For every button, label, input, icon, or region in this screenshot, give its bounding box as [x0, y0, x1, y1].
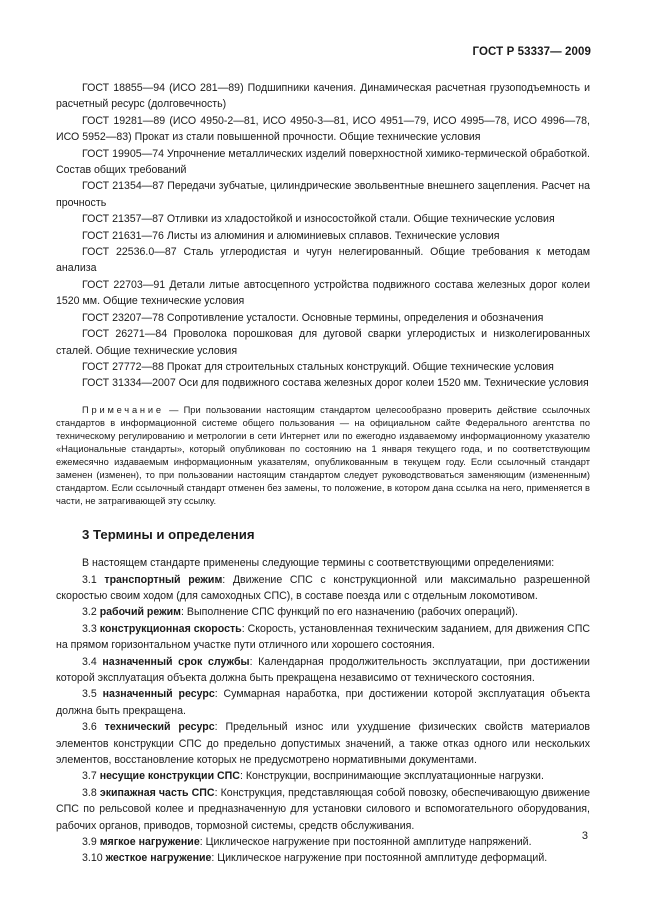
term-name: мягкое нагружение	[99, 836, 200, 849]
reference-item: ГОСТ 22536.0—87 Сталь углеродистая и чугун нелегированный. Общие требования к методам анализа	[56, 246, 590, 275]
term-text: : Выполнение СПС функций по его назначению (рабочих операций).	[181, 606, 518, 619]
reference-item: ГОСТ 19905—74 Упрочнение металлических изделий поверхностной химико-термической обработкой. Состав общих требований	[56, 147, 590, 177]
term-text: : Конструкция, представляющая собой повозку, обеспечивающую движение СПС по рельсовой колее и предназначенную для установки силового и вспомогательного оборудования, рабочих органов, приводов, тормозной системы, средств обслуживания.	[56, 786, 591, 832]
reference-item: ГОСТ 27772—88 Прокат для строительных стальных конструкций. Общие технические условия	[82, 360, 554, 373]
term-name: рабочий режим	[99, 606, 182, 619]
reference-item: ГОСТ 18855—94 (ИСО 281—89) Подшипники качения. Динамическая расчетная грузоподъемность и расчетный ресурс (долговечность)	[56, 82, 590, 111]
term-name: конструкционная скорость	[99, 622, 242, 635]
term-text: : Суммарная наработка, при достижении которой эксплуатация объекта должна быть прекращена.	[56, 688, 591, 717]
term-definition	[56, 768, 590, 784]
reference-item: ГОСТ 19281—89 (ИСО 4950-2—81, ИСО 4950-3—81, ИСО 4951—79, ИСО 4995—78, ИСО 4996—78, ИСО 5952—83) Прокат из стали повышенной прочности. Общие технические условия	[56, 114, 590, 144]
term-name: несущие конструкции СПС	[99, 770, 240, 783]
term-text: : Конструкции, воспринимающие эксплуатационные нагрузки.	[239, 770, 544, 783]
term-number: 3.5	[82, 688, 97, 701]
term-number: 3.9	[82, 836, 97, 849]
reference-item: ГОСТ 26271—84 Проволока порошковая для дуговой сварки углеродистых и низколегированных сталей. Общие технические условия	[56, 328, 590, 357]
document-header: ГОСТ Р 53337— 2009	[472, 46, 591, 58]
term-text: : Циклическое нагружение при постоянной амплитуде напряжений.	[199, 836, 532, 849]
term-definition	[56, 850, 590, 866]
term-definition	[56, 604, 590, 620]
reference-item: ГОСТ 21631—76 Листы из алюминия и алюминиевых сплавов. Технические условия	[82, 229, 500, 242]
term-name: жесткое нагружение	[105, 852, 212, 865]
term-text: : Движение СПС с конструкционной или максимально разрешенной скоростью своим ходом (для самоходных СПС), в составе поезда или с отдельным локомотивом.	[56, 573, 590, 602]
term-text: : Предельный износ или ухудшение физических свойств материалов элементов конструкции СПС до предельно допустимых значений, а также отказ одного или нескольких элементов, восстановление которых не предусмотрено нормативными документами.	[56, 721, 591, 766]
term-text: : Календарная продолжительность эксплуатации, при достижении которой эксплуатация объекта должна быть прекращена независимо от технического состояния.	[56, 655, 590, 684]
page-number: 3	[581, 830, 588, 842]
term-number: 3.4	[82, 655, 97, 668]
term-definition	[56, 686, 590, 719]
reference-item: ГОСТ 31334—2007 Оси для подвижного состава железных дорог колеи 1520 мм. Технические условия	[82, 377, 589, 390]
term-number: 3.7	[82, 770, 97, 783]
term-definition	[56, 621, 590, 654]
term-number: 3.1	[82, 573, 97, 586]
term-text: : Циклическое нагружение при постоянной амплитуде деформаций.	[211, 852, 548, 865]
term-number: 3.10	[82, 852, 103, 865]
note-paragraph	[56, 404, 590, 508]
term-text: : Скорость, установленная техническим заданием, для движения СПС на прямом горизонтальном участке пути отличного или хорошего состояния.	[56, 622, 590, 652]
reference-item: ГОСТ 23207—78 Сопротивление усталости. Основные термины, определения и обозначения	[82, 311, 544, 324]
reference-item: ГОСТ 21354—87 Передачи зубчатые, цилиндрические эвольвентные внешнего зацепления. Расчет на прочность	[56, 180, 590, 209]
term-definition	[56, 834, 590, 850]
term-number: 3.8	[82, 786, 97, 799]
note-label: Примечание	[82, 404, 164, 415]
references-list	[56, 80, 590, 392]
term-number: 3.6	[82, 721, 97, 734]
term-definition	[56, 572, 590, 605]
term-name: назначенный ресурс	[102, 688, 215, 701]
section-title: 3 Термины и определения	[82, 526, 255, 542]
term-number: 3.2	[82, 606, 97, 619]
note-text: — При пользовании настоящим стандартом целесообразно проверить действие ссылочных стандартов в информационной системе общего пользования — на официальном сайте Федерального агентства по техническому регулированию и метрологии в сети Интернет или по ежегодно издаваемому информационному указателю «Национальные стандарты», который опубликован по состоянию на 1 января текущего года, и по соответствующим ежемесячно издаваемым информационным указателям, опубликованным в текущем году. Если ссылочный стандарт заменен (изменен), то при пользовании настоящим стандартом следует руководствоваться заменяющим (измененным) стандартом. Если ссылочный стандарт отменен без замены, то положение, в котором дана ссылка на него, применяется в части, не затрагивающей эту ссылку.	[56, 404, 590, 506]
term-definition	[56, 719, 590, 768]
term-name: транспортный режим	[104, 573, 223, 586]
section-intro: В настоящем стандарте применены следующие термины с соответствующими определениями:	[82, 557, 555, 570]
page-body	[56, 80, 590, 867]
term-name: технический ресурс	[104, 721, 215, 734]
term-number: 3.3	[82, 622, 97, 635]
term-definition	[56, 654, 590, 687]
term-definition	[56, 785, 590, 834]
reference-item: ГОСТ 21357—87 Отливки из хладостойкой и износостойкой стали. Общие технические условия	[82, 213, 555, 226]
reference-item: ГОСТ 22703—91 Детали литые автосцепного устройства подвижного состава железных дорог колеи 1520 мм. Общие технические условия	[56, 278, 590, 308]
term-name: назначенный срок службы	[102, 655, 250, 668]
term-name: экипажная часть СПС	[99, 786, 215, 799]
